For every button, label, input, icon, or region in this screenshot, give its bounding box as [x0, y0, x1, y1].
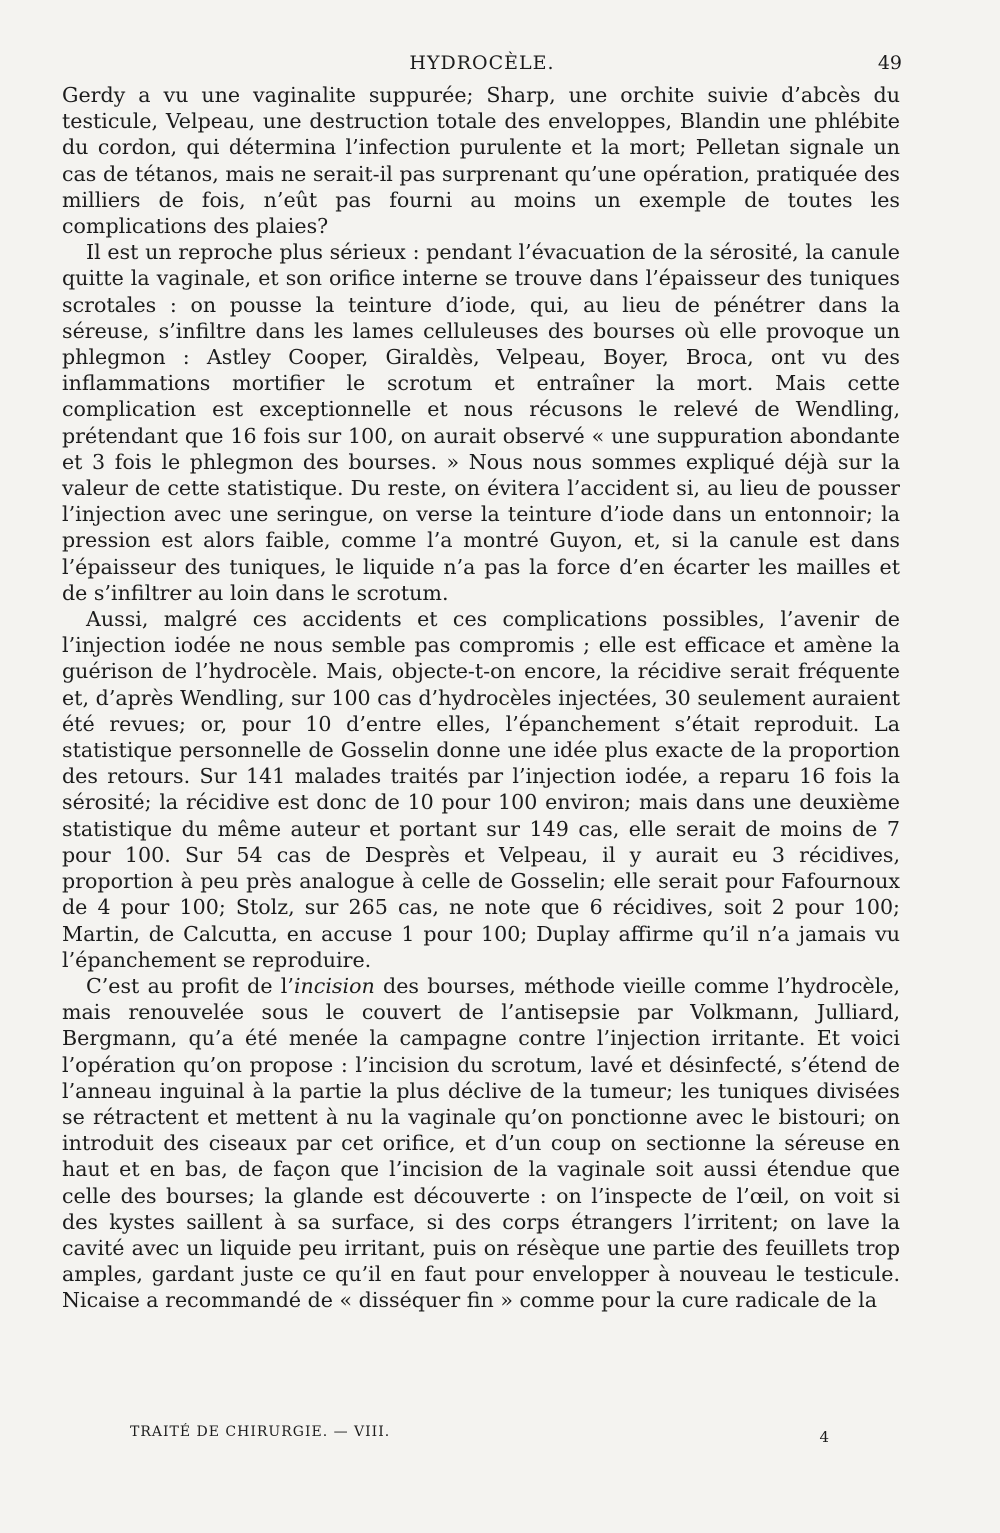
page-header	[62, 50, 902, 80]
paragraph-4-after-emphasis: des bourses, méthode vieille comme l’hydrocèle,	[374, 973, 900, 998]
emphasis-incision: incision	[293, 973, 375, 998]
book-signature-title: TRAITÉ DE CHIRURGIE. — VIII.	[130, 1424, 391, 1440]
paragraph-3: Aussi, malgré ces accidents et ces complications possibles, l’avenir de l’injection iodée ne nous semble pas compromis ; elle est efficace et amène la guérison de l’hydrocèle. Mais, objecte-t-on encore, la récidive serait fréquente et, d’après Wendling, sur 100 cas d’hydrocèles injectées, 30 seulement auraient été revues; or, pour 10 d’entre elles, l’épanchement s’était reproduit. La statistique personnelle de Gosselin donne une idée plus exacte de la proportion des retours. Sur 141 malades traités par l’injection iodée, a reparu 16 fois la sérosité; la récidive est donc de 10 pour 100 environ; mais dans une deuxième statistique du même auteur et portant sur 149 cas, elle serait de moins de 7 pour 100. Sur 54 cas de Desprès et Velpeau, il y aurait eu 3 récidives, proportion à peu près analogue à celle de Gosselin; elle serait pour Fafournoux de 4 pour 100; Stolz, sur 265 cas, ne note que 6 récidives, soit 2 pour 100; Martin, de Calcutta, en accuse 1 pour 100; Duplay affirme qu’il n’a jamais vu l’épanchement se reproduire.	[62, 607, 900, 972]
paragraph-2: Il est un reproche plus sérieux : pendant l’évacuation de la sérosité, la canule quitte la vaginale, et son orifice interne se trouve dans l’épaisseur des tuniques scrotales : on pousse la teinture d’iode, qui, au lieu de pénétrer dans la séreuse, s’infiltre dans les lames celluleuses des bourses où elle provoque un phlegmon : Astley Cooper, Giraldès, Velpeau, Boyer, Broca, ont vu des inflammations mortifier le scrotum et entraîner la mort. Mais cette complication est exceptionnelle et nous récusons le relevé de Wendling, prétendant que 16 fois sur 100, on aurait observé « une suppuration abondante et 3 fois le phlegmon des bourses. » Nous nous sommes expliqué déjà sur la valeur de cette statistique. Du reste, on évitera l’accident si, au lieu de pousser l’injection avec une seringue, on verse la teinture d’iode dans un entonnoir; la pression est alors faible, comme l’a montré Guyon, et, si la canule est dans l’épaisseur des tuniques, le liquide n’a pas la force d’en écarter les mailles et de s’infiltrer au loin dans le scrotum.	[62, 240, 900, 605]
paragraph-1: Gerdy a vu une vaginalite suppurée; Sharp, une orchite suivie d’abcès du testicule, Velpeau, une destruction totale des enveloppes, Blandin une phlébite du cordon, qui détermina l’infection purulente et la mort; Pelletan signale un cas de tétanos, mais ne serait-il pas surprenant qu’une opération, pratiquée des milliers de fois, n’eût pas fourni au moins un exemple de toutes les complications des plaies?	[62, 83, 900, 239]
page-number: 49	[877, 52, 902, 74]
page-footer	[130, 1422, 830, 1452]
paragraph-4-rest: mais renouvelée sous le couvert de l’antisepsie par Volkmann, Julliard, Bergmann, qu’a été menée la campagne contre l’injection irritante. Et voici l’opération qu’on propose : l’incision du scrotum, lavé et désinfecté, s’étend de l’anneau inguinal à la partie la plus déclive de la tumeur; les tuniques divisées se rétractent et mettent à nu la vaginale qu’on ponctionne avec le bistouri; on introduit des ciseaux par cet orifice, et d’un coup on sectionne la séreuse en haut et en bas, de façon que l’incision de la vaginale soit aussi étendue que celle des bourses; la glande est découverte : on l’inspecte de l’œil, on voit si des kystes saillent à sa surface, si des corps étrangers l’irritent; on lave la cavité avec un liquide peu irritant, puis on résèque une partie des feuillets trop amples, gardant juste ce qu’il en faut pour envelopper à nouveau le testicule. Nicaise a recommandé de « disséquer fin » comme pour la cure radicale de la	[62, 1000, 900, 1313]
signature-mark: 4	[819, 1428, 830, 1446]
running-title: HYDROCÈLE.	[409, 52, 555, 74]
body-text	[62, 82, 900, 1314]
paragraph-4-lead: C’est au profit de l’	[86, 973, 294, 998]
paragraph-4	[62, 973, 900, 1314]
